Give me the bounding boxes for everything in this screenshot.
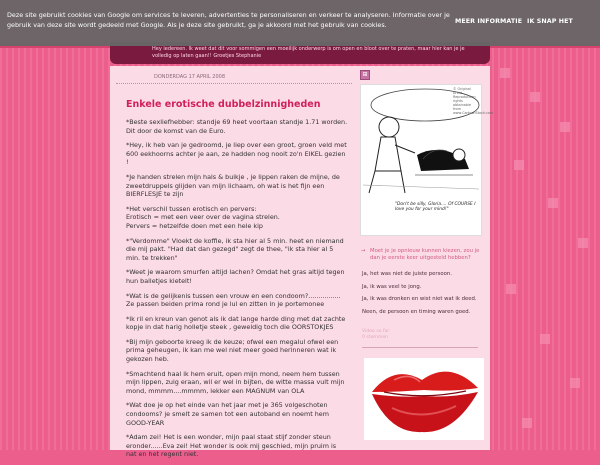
post-paragraph: *Adam zei! Het is een wonder, mijn paal staat stijf zonder steun eronder......Eva zei! Het wonder is ook mij geschied, mijn pruim is nat en het regent niet. [126,433,337,459]
post-paragraph: *Ik ril en kreun van genot als ik dat lange harde ding met dat zachte kopje in dat harig holletje steek , geweldig toch die OORSTOKJES [126,314,346,332]
cartoon-copyright: © Original Artist Reproduction rights obtainable from www.CartoonStock.com [453,87,494,115]
accept-cookies-button[interactable]: IK SNAP HET [527,18,573,25]
lips-image [364,358,484,440]
cartoon-caption: "Don't be silly, Gloria.... Of COURSE I love you for your mind!" [395,202,476,213]
poll-option[interactable]: Ja, ik was dronken en wist niet wat ik deed. [362,296,477,303]
blog-description: Hey iedereen. Ik weet dat dit voor sommigen een moeilijk onderwerp is om open en bloot over te praten, maar hier kan je je volledig op laten gaan!! Groetjes Stephanie [110,42,490,64]
post-paragraph: *Wat doe je op het einde van het jaar met je 365 volgeschoten condooms? je smelt ze samen tot een autoband en noemt hem GOOD-YEAR [126,401,329,427]
more-info-button[interactable]: MEER INFORMATIE [455,18,523,25]
poll-options [356,268,484,319]
poll-option[interactable]: Neen, de persoon en timing waren goed. [362,309,471,316]
sidebar [356,70,494,440]
cookie-message: Deze site gebruikt cookies van Google om services te leveren, advertenties te personaliseren en verkeer te analyseren. Informatie over je gebruik van deze site wordt gedeeld met Google. Als je deze site gebruikt, ga je akkoord met het gebruik van cookies. [7,11,450,29]
cartoon-image [360,84,494,236]
post-paragraph: *Bij mijn geboorte kreeg ik de keuze; ofwel een megalul ofwel een prima geheugen, ik kan me wel niet meer goed herinneren wat ik gekozen heb. [126,337,339,364]
post-paragraph: *Hey, ik heb van je gedroomd, je liep over een groot, groen veld met 600 eekhoorns achter je aan, ze hadden nog nooit zo'n EIKEL gezien ! [126,141,347,167]
poll-footer-text: Video so far [362,328,390,334]
poll-footer-text: 0 stemmen [362,334,389,340]
poll-option[interactable]: Ja, ik was veel te jong. [362,283,422,290]
poll-option[interactable]: Ja, het was niet de juiste persoon. [362,271,452,277]
pin-icon[interactable]: ⊞ [360,70,370,80]
post-title[interactable]: Enkele erotische dubbelzinnigheden [126,99,321,110]
post-paragraph: *Weet je waarom smurfen altijd lachen? Omdat het gras altijd tegen hun balletjes kietelt! [126,268,345,285]
main-column [116,72,352,465]
background-decoration [492,48,600,450]
post-paragraph: *Wat is de gelijkenis tussen een vrouw en een condoom?................ Ze passen beiden prima rond je lul en zitten in je portemonee [126,291,341,309]
post-paragraph: *Het verschil tussen erotisch en pervers: Erotisch = met een veer over de vagina strelen. Pervers = hetzelfde doen met een hele kip [126,204,280,230]
post-paragraph: *Je handen strelen mijn hals & buikje , je lippen raken de mijne, de zweetdruppels glijden van mijn lichaam, oh wat is het fijn een BIERFLESJE te zijn [126,172,340,199]
post-paragraph: *Smachtend haal ik hem eruit, open mijn mond, neem hem tussen mijn lippen, zuig eraan, wil er wel in bijten, de witte massa vult mijn mond, mmmm....mmmm, lekker een MAGNUM van OLA [126,369,345,395]
lips-drawing [364,358,484,440]
poll-footer [356,329,484,341]
cookie-consent-bar [0,0,600,46]
poll-question: → Moet je je opnieuw kunnen kiezen, zou je dan je eerste keer uitgesteld hebben? [362,248,484,262]
blog-page [110,66,494,459]
post-date: DONDERDAG 17 APRIL 2008 [116,72,352,84]
sidebar-divider [362,347,478,348]
post-paragraph: *Beste sexliefhebber: standje 69 heet voortaan standje 1.71 worden. Dit door de komst van de Euro. [126,118,348,135]
post-body [116,118,348,459]
post-paragraph: *"Verdomme" Vloekt de koffie, ik sta hier al 5 min. heet en niemand die mij pakt. "Had dat dan gezegd" zegt de thee, "ik sta hier al 5 min. te trekken" [126,236,344,262]
